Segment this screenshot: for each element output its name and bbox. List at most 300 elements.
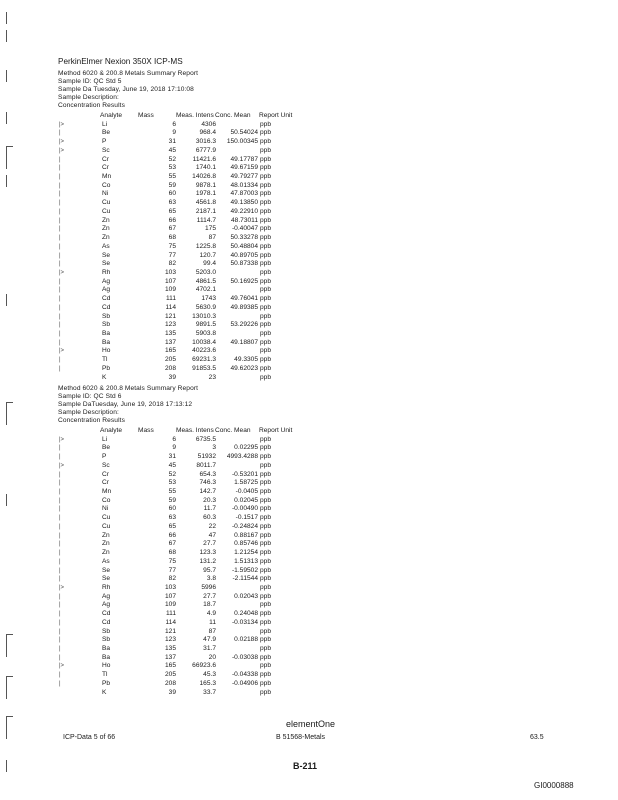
analyte-cell: Mn <box>102 488 112 496</box>
report-unit-cell: ppb <box>260 461 272 469</box>
brand-logo-text: elementOne <box>286 719 336 729</box>
mass-cell: 107 <box>164 277 176 285</box>
col-analyte-header: Analyte <box>100 427 122 434</box>
conc-mean-cell: -0.03038 <box>231 653 258 661</box>
row-flag: | <box>59 541 61 548</box>
report-unit-cell: ppb <box>260 338 272 346</box>
conc-mean-cell: 50.33278 <box>230 234 258 242</box>
section1-method: Method 6020 & 200.8 Metals Summary Report <box>58 70 199 77</box>
col-report-header: Report Unit <box>259 112 293 119</box>
meas-intens-cell: 4561.8 <box>195 199 216 207</box>
mass-cell: 53 <box>168 479 176 487</box>
meas-intens-cell: 2187.1 <box>195 207 216 215</box>
meas-intens-cell: 45.3 <box>203 671 216 679</box>
section1-sample-date: Sample Da Tuesday, June 19, 2018 17:10:08 <box>58 86 194 93</box>
mass-cell: 63 <box>168 514 176 522</box>
analyte-cell: Li <box>102 120 108 128</box>
row-flag: | <box>59 445 61 452</box>
report-unit-cell: ppb <box>260 557 272 565</box>
section1-results-label: Concentration Results <box>58 102 125 109</box>
report-unit-cell: ppb <box>260 356 272 364</box>
meas-intens-cell: 47 <box>208 531 216 539</box>
row-flag: | <box>59 296 61 303</box>
analyte-cell: Co <box>102 181 111 189</box>
report-unit-cell: ppb <box>260 155 272 163</box>
report-unit-cell: ppb <box>260 662 272 670</box>
analyte-cell: Ba <box>102 338 111 346</box>
report-unit-cell: ppb <box>260 514 272 522</box>
conc-mean-cell: 0.85746 <box>234 540 258 548</box>
meas-intens-cell: 87 <box>208 627 216 635</box>
row-flag: | <box>59 637 61 644</box>
row-flag: | <box>59 532 61 539</box>
analyte-cell: Se <box>102 260 111 268</box>
mass-cell: 39 <box>168 688 176 696</box>
mass-cell: 114 <box>165 618 176 626</box>
report-unit-cell: ppb <box>260 671 272 679</box>
report-unit-cell: ppb <box>260 575 272 583</box>
meas-intens-cell: 18.7 <box>203 601 216 609</box>
mass-cell: 45 <box>168 146 176 154</box>
row-flag: | <box>59 243 61 250</box>
analyte-cell: Se <box>102 566 111 574</box>
analyte-cell: P <box>102 453 107 461</box>
conc-mean-cell: 1.51313 <box>234 557 258 565</box>
conc-mean-cell: 50.16925 <box>230 277 258 285</box>
report-unit-cell: ppb <box>260 644 272 652</box>
scan-mark <box>6 760 13 772</box>
analyte-cell: Cu <box>102 199 111 207</box>
row-flag: | <box>59 191 61 198</box>
row-flag: | <box>59 278 61 285</box>
mass-cell: 9 <box>172 129 176 137</box>
analyte-cell: Rh <box>102 583 111 591</box>
analyte-cell: As <box>102 242 110 250</box>
mass-cell: 121 <box>164 312 176 320</box>
report-unit-cell: ppb <box>260 138 272 146</box>
col-mass-header: Mass <box>138 112 154 119</box>
mass-cell: 107 <box>164 592 176 600</box>
meas-intens-cell: 11.7 <box>203 505 216 513</box>
analyte-cell: Be <box>102 129 111 137</box>
meas-intens-cell: 51932 <box>197 453 216 461</box>
report-unit-cell: ppb <box>260 225 272 233</box>
analyte-cell: Se <box>102 251 111 259</box>
meas-intens-cell: 99.4 <box>203 260 216 268</box>
meas-intens-cell: 4702.1 <box>195 286 216 294</box>
mass-cell: 59 <box>168 496 176 504</box>
meas-intens-cell: 3 <box>212 444 216 452</box>
conc-mean-cell: -0.03134 <box>231 618 258 626</box>
report-unit-cell: ppb <box>260 488 272 496</box>
row-flag: | <box>59 593 61 600</box>
analyte-cell: Cd <box>102 303 111 311</box>
analyte-cell: Cu <box>102 207 111 215</box>
section1-sample-id: Sample ID: QC Std 5 <box>58 78 122 85</box>
meas-intens-cell: 14026.8 <box>192 173 216 181</box>
report-unit-cell: ppb <box>260 173 272 181</box>
meas-intens-cell: 123.3 <box>199 549 216 557</box>
report-unit-cell: ppb <box>260 435 272 443</box>
meas-intens-cell: 9878.1 <box>195 181 216 189</box>
meas-intens-cell: 33.7 <box>203 688 216 696</box>
analyte-cell: Se <box>102 575 111 583</box>
row-flag: | <box>59 567 61 574</box>
analyte-cell: Cd <box>102 618 111 626</box>
mass-cell: 65 <box>168 522 176 530</box>
scan-mark <box>6 146 13 169</box>
meas-intens-cell: 69231.3 <box>192 356 216 364</box>
analyte-cell: Sb <box>102 627 111 635</box>
row-flag: | <box>59 480 61 487</box>
mass-cell: 165 <box>164 347 176 355</box>
col-mass-header: Mass <box>138 427 154 434</box>
row-flag: | <box>59 680 61 687</box>
meas-intens-cell: 8011.7 <box>196 461 216 469</box>
meas-intens-cell: 120.7 <box>199 251 216 259</box>
report-unit-cell: ppb <box>260 549 272 557</box>
col-analyte-header: Analyte <box>100 112 122 119</box>
col-conc-header: Conc. Mean <box>215 427 251 434</box>
conc-mean-cell: 0.24048 <box>234 610 258 618</box>
row-flag: | <box>59 339 61 346</box>
row-flag: | <box>59 619 61 626</box>
conc-mean-cell: 49.3305 <box>234 356 258 364</box>
meas-intens-cell: 142.7 <box>199 488 216 496</box>
row-flag: | <box>59 471 61 478</box>
report-unit-cell: ppb <box>260 303 272 311</box>
meas-intens-cell: 95.7 <box>203 566 216 574</box>
mass-cell: 109 <box>164 601 176 609</box>
analyte-cell: Ag <box>102 286 111 294</box>
report-unit-cell: ppb <box>260 636 272 644</box>
conc-mean-cell: 49.67159 <box>230 164 258 172</box>
report-unit-cell: ppb <box>260 234 272 242</box>
scan-mark <box>6 112 13 124</box>
mass-cell: 55 <box>168 488 176 496</box>
analyte-cell: Ag <box>102 277 111 285</box>
report-unit-cell: ppb <box>260 312 272 320</box>
row-flag: | <box>59 174 61 181</box>
conc-mean-cell: 47.87003 <box>230 190 258 198</box>
analyte-cell: Rh <box>102 268 111 276</box>
row-flag: | <box>59 330 61 337</box>
mass-cell: 63 <box>168 199 176 207</box>
conc-mean-cell: 4993.4288 <box>226 453 258 461</box>
analyte-cell: Ho <box>102 347 111 355</box>
mass-cell: 123 <box>164 636 176 644</box>
conc-mean-cell: -0.0405 <box>235 488 258 496</box>
analyte-cell: Ag <box>102 601 111 609</box>
row-flag: | <box>59 672 61 679</box>
report-unit-cell: ppb <box>260 522 272 530</box>
conc-mean-cell: 49.18807 <box>230 338 258 346</box>
meas-intens-cell: 746.3 <box>199 479 216 487</box>
report-unit-cell: ppb <box>260 364 272 372</box>
meas-intens-cell: 91853.5 <box>192 364 216 372</box>
mass-cell: 77 <box>168 251 176 259</box>
analyte-cell: Cr <box>102 155 109 163</box>
analyte-cell: Ba <box>102 644 111 652</box>
meas-intens-cell: 47.9 <box>203 636 216 644</box>
mass-cell: 9 <box>172 444 176 452</box>
meas-intens-cell: 4.9 <box>206 610 216 618</box>
row-flag: | <box>59 217 61 224</box>
analyte-cell: Pb <box>102 364 111 372</box>
conc-mean-cell: 0.02188 <box>234 636 258 644</box>
section2-sample-id: Sample ID: QC Std 6 <box>58 393 122 400</box>
conc-mean-cell: -0.53201 <box>231 470 258 478</box>
mass-cell: 68 <box>168 234 176 242</box>
footer-center: B 51568-Metals <box>276 734 326 741</box>
report-unit-cell: ppb <box>260 347 272 355</box>
analyte-cell: Li <box>102 435 108 443</box>
meas-intens-cell: 27.7 <box>203 592 216 600</box>
mass-cell: 67 <box>168 225 176 233</box>
meas-intens-cell: 1978.1 <box>195 190 216 198</box>
row-flag: |> <box>59 584 65 591</box>
meas-intens-cell: 10038.4 <box>192 338 216 346</box>
conc-mean-cell: 49.62023 <box>230 364 258 372</box>
mass-cell: 66 <box>168 216 176 224</box>
meas-intens-cell: 131.2 <box>199 557 216 565</box>
row-flag: | <box>59 357 61 364</box>
mass-cell: 67 <box>168 540 176 548</box>
mass-cell: 75 <box>168 557 176 565</box>
scan-mark <box>6 294 13 306</box>
mass-cell: 52 <box>168 470 176 478</box>
mass-cell: 52 <box>168 155 176 163</box>
report-unit-cell: ppb <box>260 444 272 452</box>
row-flag: |> <box>59 348 65 355</box>
meas-intens-cell: 11421.6 <box>192 155 216 163</box>
meas-intens-cell: 6777.9 <box>195 146 216 154</box>
report-unit-cell: ppb <box>260 295 272 303</box>
footer-left: ICP-Data 5 of 66 <box>63 734 116 741</box>
scan-mark <box>6 494 13 506</box>
mass-cell: 59 <box>168 181 176 189</box>
report-unit-cell: ppb <box>260 479 272 487</box>
conc-mean-cell: 150.00345 <box>226 138 258 146</box>
mass-cell: 60 <box>168 505 176 513</box>
analyte-cell: Cu <box>102 522 111 530</box>
scan-mark <box>6 175 13 187</box>
report-unit-cell: ppb <box>260 592 272 600</box>
row-flag: | <box>59 235 61 242</box>
row-flag: | <box>59 628 61 635</box>
mass-cell: 82 <box>168 575 176 583</box>
scan-mark <box>6 12 13 24</box>
mass-cell: 31 <box>168 138 176 146</box>
conc-mean-cell: 49.89385 <box>230 303 258 311</box>
report-unit-cell: ppb <box>260 601 272 609</box>
row-flag: | <box>59 287 61 294</box>
row-flag: | <box>59 558 61 565</box>
analyte-cell: Zn <box>102 234 110 242</box>
mass-cell: 6 <box>172 120 176 128</box>
report-unit-cell: ppb <box>260 470 272 478</box>
scan-mark <box>6 716 13 739</box>
meas-intens-cell: 6735.5 <box>195 435 216 443</box>
meas-intens-cell: 23 <box>208 373 216 381</box>
meas-intens-cell: 968.4 <box>199 129 216 137</box>
row-flag: |> <box>59 436 65 443</box>
analyte-cell: Cu <box>102 514 111 522</box>
analyte-cell: As <box>102 557 110 565</box>
section2-results-label: Concentration Results <box>58 417 125 424</box>
row-flag: | <box>59 365 61 372</box>
row-flag: | <box>59 602 61 609</box>
row-flag: |> <box>59 139 65 146</box>
row-flag: | <box>59 611 61 618</box>
row-flag: | <box>59 322 61 329</box>
report-unit-cell: ppb <box>260 566 272 574</box>
mass-cell: 121 <box>164 627 176 635</box>
report-unit-cell: ppb <box>260 277 272 285</box>
meas-intens-cell: 3016.3 <box>195 138 216 146</box>
instrument-title: PerkinElmer Nexion 350X ICP-MS <box>58 57 183 66</box>
row-flag: | <box>59 645 61 652</box>
scan-mark <box>6 70 13 82</box>
report-unit-cell: ppb <box>260 329 272 337</box>
footer-right: 63.5 <box>530 734 544 741</box>
report-unit-cell: ppb <box>260 653 272 661</box>
mass-cell: 68 <box>168 549 176 557</box>
analyte-cell: Ba <box>102 329 111 337</box>
conc-mean-cell: 49.79277 <box>230 173 258 181</box>
conc-mean-cell: -1.59502 <box>231 566 258 574</box>
col-meas-header: Meas. Intens <box>176 112 214 119</box>
mass-cell: 114 <box>165 303 176 311</box>
meas-intens-cell: 20 <box>208 653 216 661</box>
meas-intens-cell: 9891.5 <box>195 321 216 329</box>
meas-intens-cell: 27.7 <box>203 540 216 548</box>
meas-intens-cell: 11 <box>209 618 216 626</box>
meas-intens-cell: 1740.1 <box>195 164 216 172</box>
row-flag: | <box>59 200 61 207</box>
scan-mark <box>6 634 13 657</box>
conc-mean-cell: 48.01334 <box>230 181 258 189</box>
analyte-cell: Sc <box>102 146 110 154</box>
mass-cell: 31 <box>168 453 176 461</box>
meas-intens-cell: 1225.8 <box>195 242 216 250</box>
row-flag: | <box>59 489 61 496</box>
report-unit-cell: ppb <box>260 146 272 154</box>
meas-intens-cell: 5203.0 <box>195 268 216 276</box>
mass-cell: 77 <box>168 566 176 574</box>
meas-intens-cell: 40223.6 <box>192 347 216 355</box>
analyte-cell: P <box>102 138 107 146</box>
conc-mean-cell: 50.87338 <box>230 260 258 268</box>
report-unit-cell: ppb <box>260 618 272 626</box>
mass-cell: 65 <box>168 207 176 215</box>
report-unit-cell: ppb <box>260 373 272 381</box>
meas-intens-cell: 654.3 <box>199 470 216 478</box>
report-unit-cell: ppb <box>260 496 272 504</box>
report-unit-cell: ppb <box>260 120 272 128</box>
analyte-cell: Zn <box>102 225 110 233</box>
report-unit-cell: ppb <box>260 190 272 198</box>
mass-cell: 45 <box>168 461 176 469</box>
analyte-cell: Pb <box>102 679 111 687</box>
analyte-cell: Co <box>102 496 111 504</box>
analyte-cell: Ni <box>102 505 109 513</box>
analyte-cell: Zn <box>102 540 110 548</box>
row-flag: |> <box>59 269 65 276</box>
mass-cell: 208 <box>164 364 176 372</box>
mass-cell: 137 <box>164 653 176 661</box>
row-flag: |> <box>59 147 65 154</box>
conc-mean-cell: -0.04906 <box>231 679 258 687</box>
row-flag: | <box>59 165 61 172</box>
analyte-cell: Tl <box>102 671 108 679</box>
analyte-cell: K <box>102 373 107 381</box>
mass-cell: 135 <box>164 644 176 652</box>
report-unit-cell: ppb <box>260 251 272 259</box>
conc-mean-cell: 50.48804 <box>230 242 258 250</box>
analyte-cell: Sc <box>102 461 110 469</box>
report-unit-cell: ppb <box>260 453 272 461</box>
conc-mean-cell: -0.40047 <box>231 225 258 233</box>
analyte-cell: Ho <box>102 662 111 670</box>
row-flag: | <box>59 550 61 557</box>
meas-intens-cell: 66923.6 <box>192 662 216 670</box>
mass-cell: 82 <box>168 260 176 268</box>
conc-mean-cell: 1.58725 <box>234 479 258 487</box>
conc-mean-cell: 50.54024 <box>230 129 258 137</box>
mass-cell: 60 <box>168 190 176 198</box>
col-report-header: Report Unit <box>259 427 293 434</box>
report-unit-cell: ppb <box>260 321 272 329</box>
row-flag: | <box>59 654 61 661</box>
mass-cell: 103 <box>164 268 176 276</box>
meas-intens-cell: 4306 <box>201 120 216 128</box>
row-flag: | <box>59 576 61 583</box>
report-unit-cell: ppb <box>260 627 272 635</box>
report-unit-cell: ppb <box>260 286 272 294</box>
mass-cell: 135 <box>164 329 176 337</box>
row-flag: | <box>59 523 61 530</box>
analyte-cell: Zn <box>102 216 110 224</box>
row-flag: |> <box>59 663 65 670</box>
row-flag: | <box>59 252 61 259</box>
analyte-cell: Ni <box>102 190 109 198</box>
meas-intens-cell: 87 <box>208 234 216 242</box>
conc-mean-cell: 49.13850 <box>230 199 258 207</box>
row-flag: | <box>59 304 61 311</box>
analyte-cell: Cd <box>102 295 111 303</box>
mass-cell: 205 <box>164 356 176 364</box>
report-unit-cell: ppb <box>260 207 272 215</box>
analyte-cell: Cr <box>102 479 109 487</box>
report-unit-cell: ppb <box>260 260 272 268</box>
col-meas-header: Meas. Intens <box>176 427 214 434</box>
report-unit-cell: ppb <box>260 679 272 687</box>
section2-sample-date: Sample DaTuesday, June 19, 2018 17:13:12 <box>58 401 193 408</box>
meas-intens-cell: 165.3 <box>199 679 216 687</box>
mass-cell: 53 <box>168 164 176 172</box>
meas-intens-cell: 31.7 <box>203 644 216 652</box>
mass-cell: 39 <box>168 373 176 381</box>
meas-intens-cell: 22 <box>208 522 216 530</box>
col-conc-header: Conc. Mean <box>215 112 251 119</box>
mass-cell: 137 <box>164 338 176 346</box>
row-flag: | <box>59 313 61 320</box>
scan-mark <box>6 30 13 42</box>
conc-mean-cell: 49.76041 <box>230 295 258 303</box>
analyte-cell: Ba <box>102 653 111 661</box>
mass-cell: 6 <box>172 435 176 443</box>
